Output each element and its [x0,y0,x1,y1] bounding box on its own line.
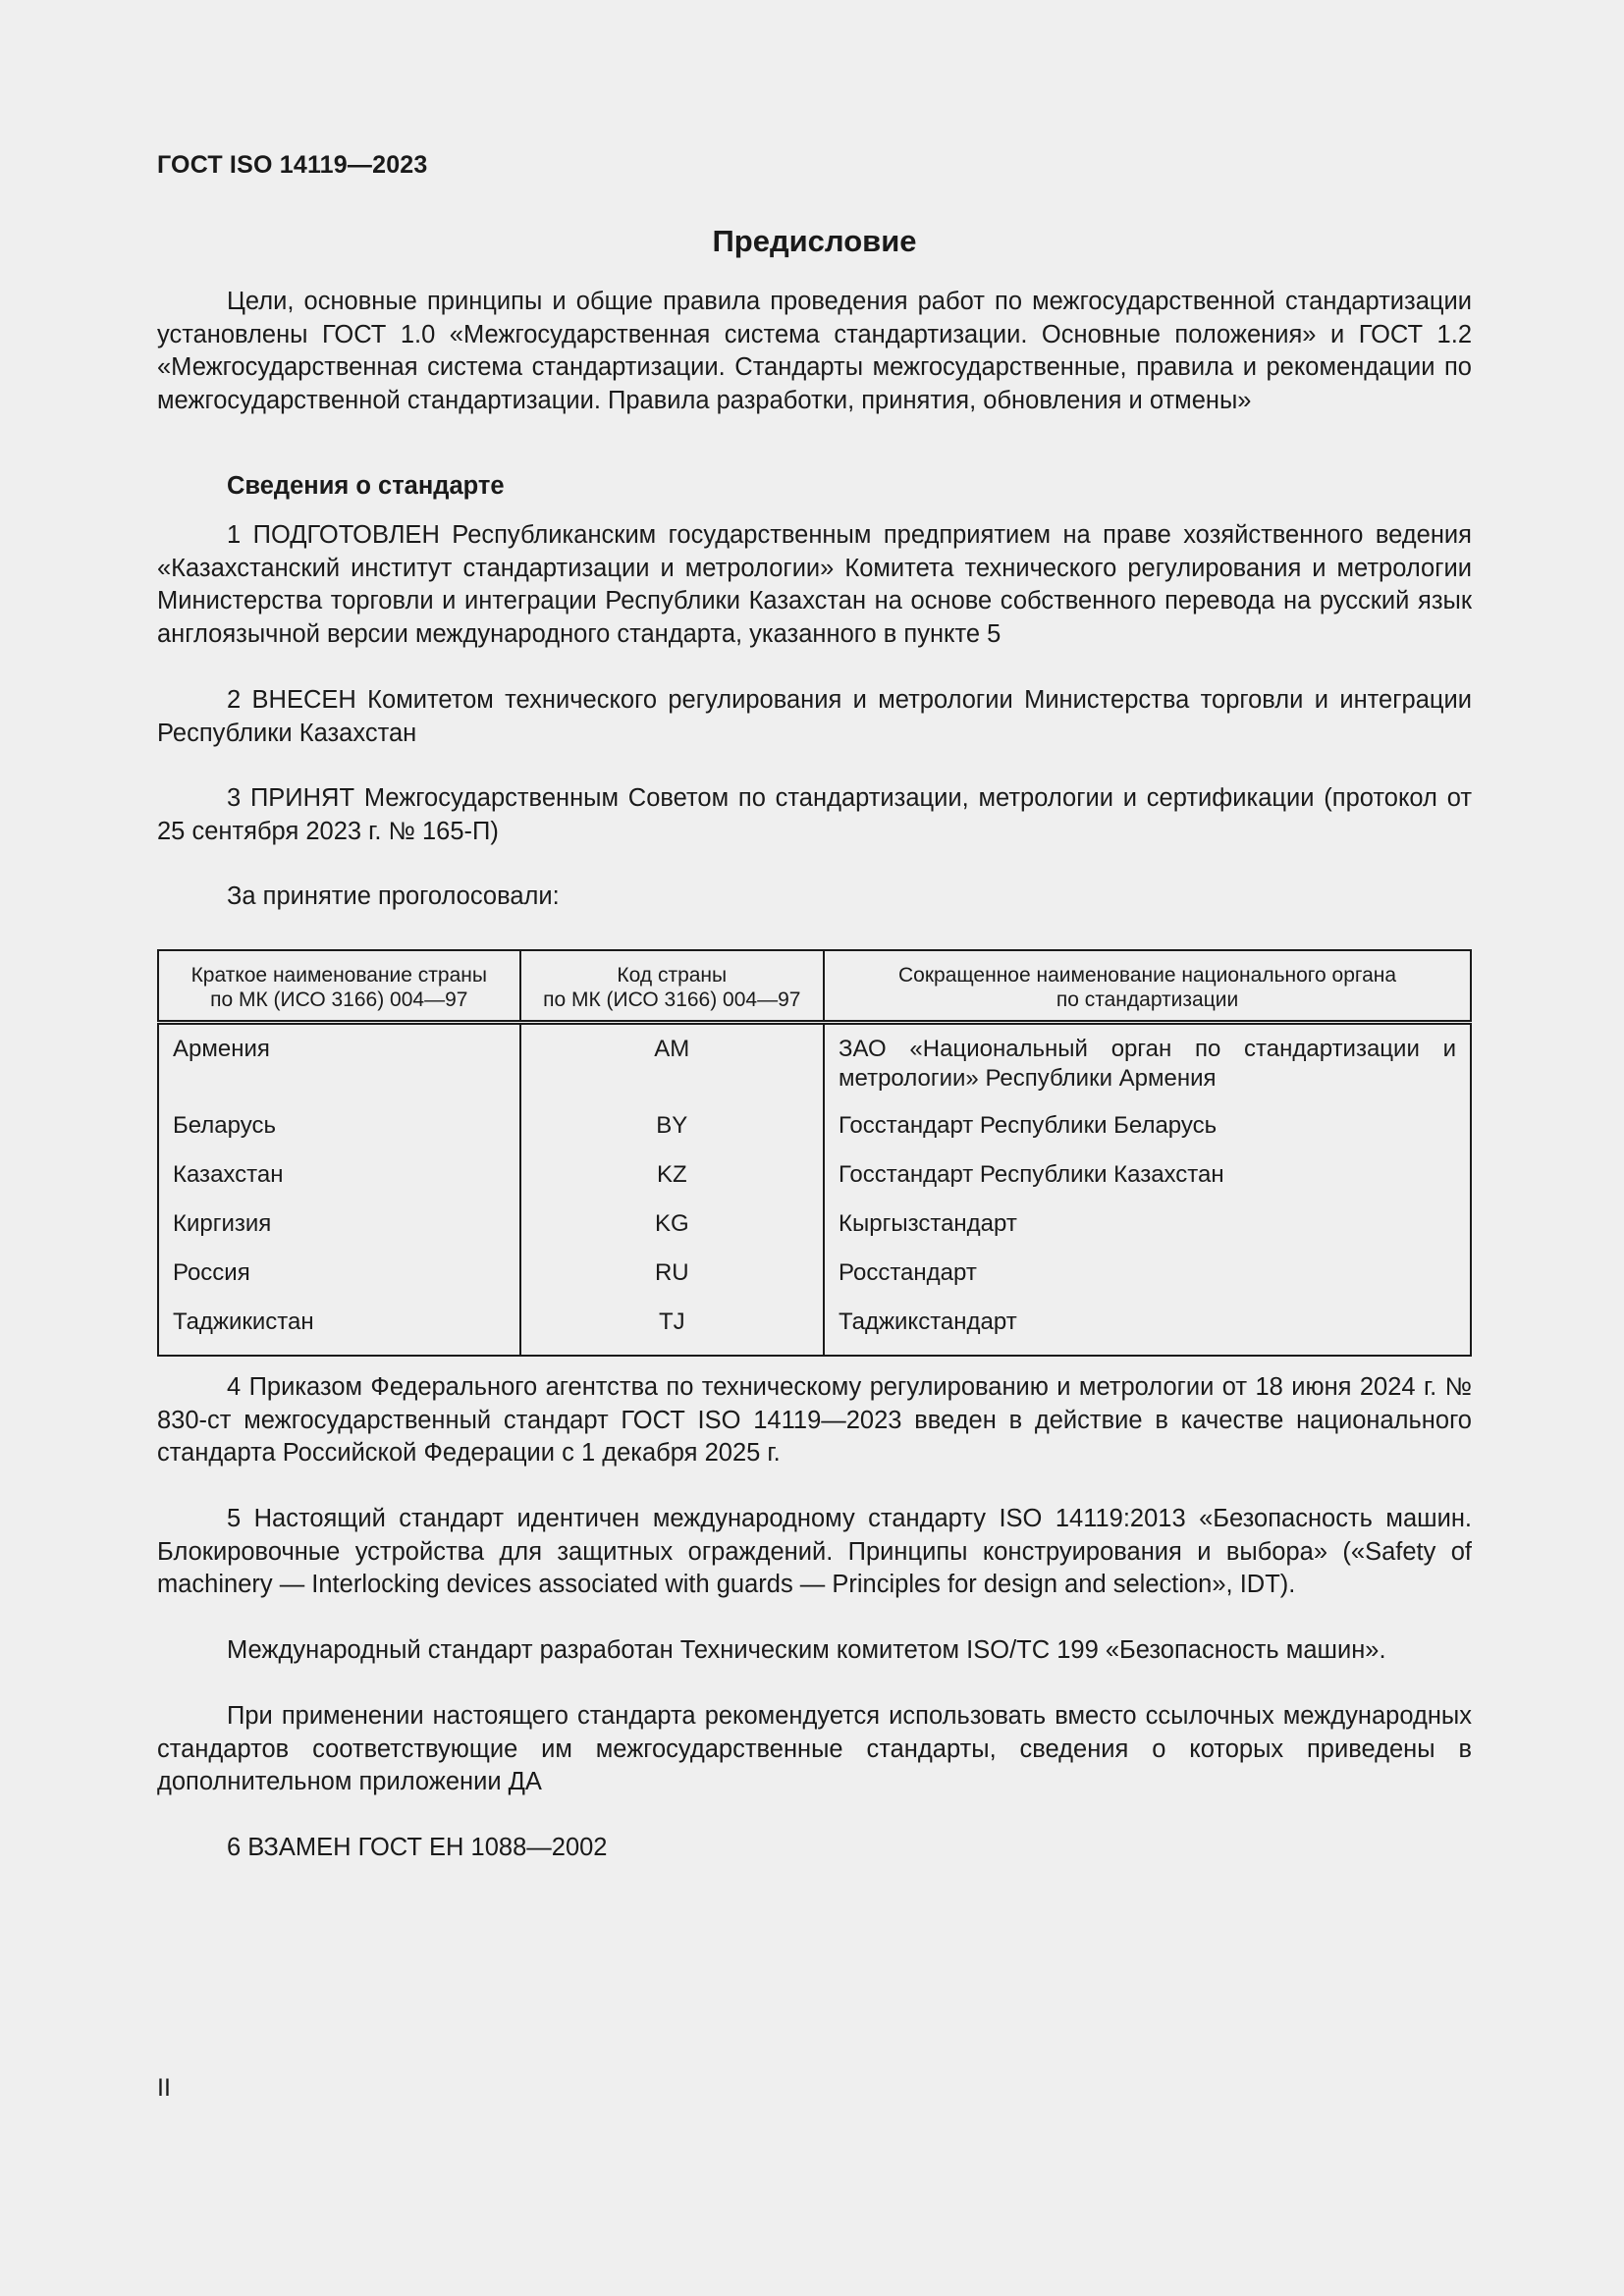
header-country-name: Краткое наименование страны по МК (ИСО 3166) 004—97 [158,950,520,1023]
country-cell: Киргизия [158,1200,520,1249]
table-row [158,1249,1471,1298]
table-header-row [158,950,1471,1023]
country-cell: Беларусь [158,1101,520,1150]
item-2-paragraph: 2 ВНЕСЕН Комитетом технического регулирования и метрологии Министерства торговли и интеграции Республики Казахстан [157,686,1472,747]
header-country-code: Код страны по МК (ИСО 3166) 004—97 [520,950,824,1023]
page-title: Предисловие [712,224,917,258]
code-cell: AM [520,1023,824,1102]
org-cell: Росстандарт [824,1249,1471,1298]
table-row [158,1150,1471,1200]
code-cell: KZ [520,1150,824,1200]
org-cell: Госстандарт Республики Казахстан [824,1150,1471,1200]
country-cell: Таджикистан [158,1298,520,1356]
document-code: ГОСТ ISO 14119—2023 [157,151,428,179]
org-cell: ЗАО «Национальный орган по стандартизации и метрологии» Республики Армения [824,1023,1471,1102]
item-5-paragraph: 5 Настоящий стандарт идентичен международному стандарту ISO 14119:2013 «Безопасность машин. Блокировочные устройства для защитных ограждений. Принципы конструирования и выбора» («Safety of machinery — Interlocking devices associated with guards — Principles for design and selection», IDT). [157,1505,1472,1598]
voting-table [157,949,1472,1357]
code-cell: TJ [520,1298,824,1356]
country-cell: Казахстан [158,1150,520,1200]
country-cell: Армения [158,1023,520,1102]
section-subheading: Сведения о стандарте [227,472,505,500]
code-cell: RU [520,1249,824,1298]
intro-paragraph: Цели, основные принципы и общие правила проведения работ по межгосударственной стандартизации установлены ГОСТ 1.0 «Межгосударственная система стандартизации. Основные положения» и ГОСТ 1.2 «Межгосударственная система стандартизации. Стандарты межгосударственные, правила и рекомендации по межгосударственной стандартизации. Правила разработки, принятия, обновления и отмены» [157,288,1472,414]
item-6-paragraph: 6 ВЗАМЕН ГОСТ ЕН 1088—2002 [227,1834,608,1861]
org-cell: Госстандарт Республики Беларусь [824,1101,1471,1150]
page-number: II [157,2074,171,2102]
item-3-paragraph: 3 ПРИНЯТ Межгосударственным Советом по стандартизации, метрологии и сертификации (протокол от 25 сентября 2023 г. № 165-П) [157,784,1472,845]
code-cell: KG [520,1200,824,1249]
table-row [158,1298,1471,1356]
code-cell: BY [520,1101,824,1150]
table-row [158,1023,1471,1102]
item-5-committee-paragraph: Международный стандарт разработан Техническим комитетом ISO/TC 199 «Безопасность машин». [227,1636,1386,1664]
country-cell: Россия [158,1249,520,1298]
table-row [158,1200,1471,1249]
item-4-paragraph: 4 Приказом Федерального агентства по техническому регулированию и метрологии от 18 июня 2024 г. № 830-ст межгосударственный стандарт ГОСТ ISO 14119—2023 введен в действие в качестве национального стандарта Российской Федерации с 1 декабря 2025 г. [157,1373,1472,1467]
table-row [158,1101,1471,1150]
voted-label: За принятие проголосовали: [227,882,560,910]
item-5-application-paragraph: При применении настоящего стандарта рекомендуется использовать вместо ссылочных международных стандартов соответствующие им межгосударственные стандарты, сведения о которых приведены в дополнительном приложении ДА [157,1702,1472,1795]
org-cell: Кыргызстандарт [824,1200,1471,1249]
item-1-paragraph: 1 ПОДГОТОВЛЕН Республиканским государственным предприятием на праве хозяйственного ведения «Казахстанский институт стандартизации и метрологии» Комитета технического регулирования и метрологии Министерства торговли и интеграции Республики Казахстан на основе собственного перевода на русский язык англоязычной версии международного стандарта, указанного в пункте 5 [157,521,1472,648]
org-cell: Таджикстандарт [824,1298,1471,1356]
header-national-body: Сокращенное наименование национального органа по стандартизации [824,950,1471,1023]
